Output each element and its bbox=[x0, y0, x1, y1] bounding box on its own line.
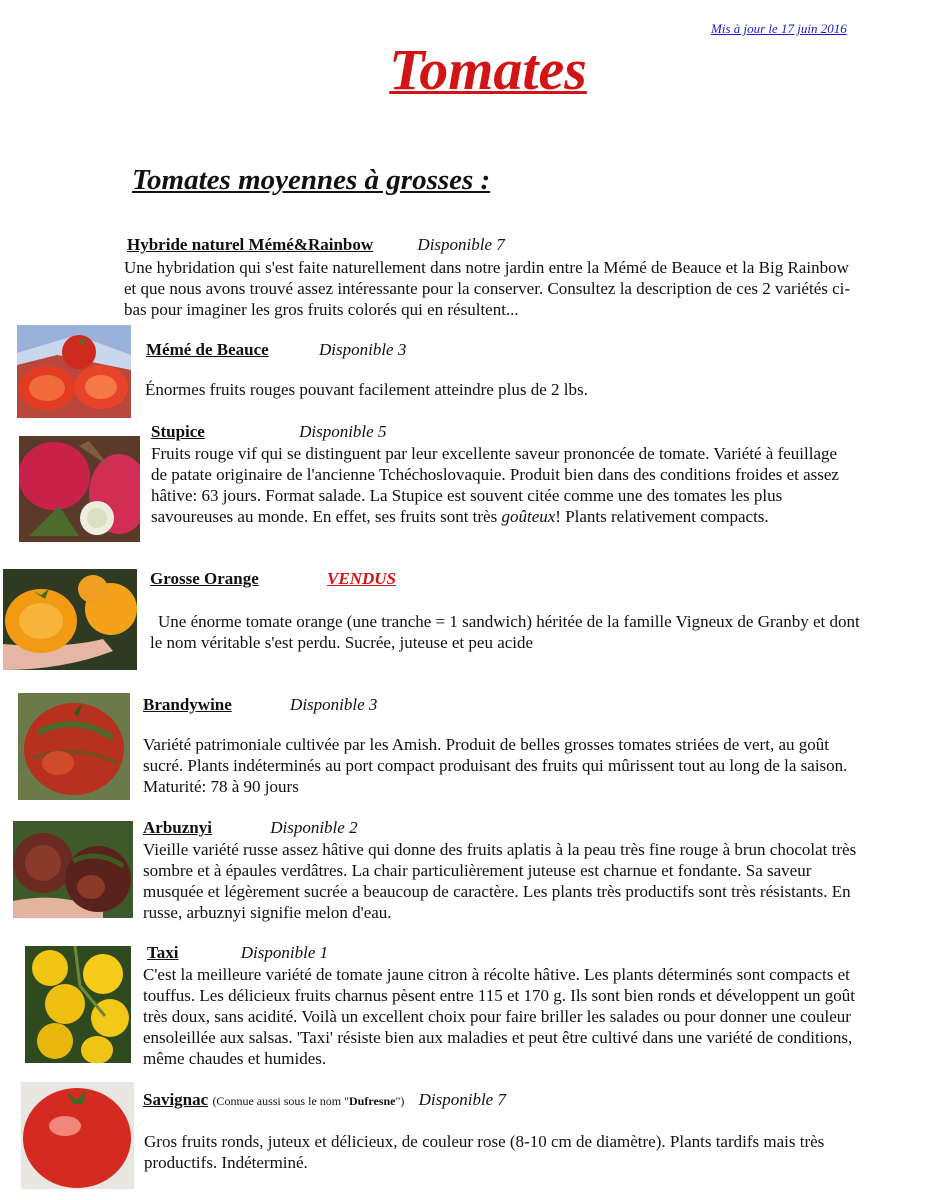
availability-status: Disponible 7 bbox=[417, 235, 505, 254]
variety-name: Brandywine bbox=[143, 695, 232, 714]
tomato-photo-taxi bbox=[25, 946, 131, 1063]
variety-description: C'est la meilleure variété de tomate jaune citron à récolte hâtive. Les plants déterminés sont compacts et touffus. Les délicieux fruits charnus pèsent entre 115 et 170 g. Ils sont bien ronds et développent un goût très doux, sans acidité. Voilà un excellent choix pour faire briller les salades ou pour donner une couleur ensoleillée aux salsas. 'Taxi' résiste bien aux maladies et peut être cultivé dans une variété de conditions, même chaudes et humides. bbox=[143, 965, 855, 1068]
variety-description: Fruits rouge vif qui se distinguent par leur excellente saveur prononcée de tomate. Variété à feuillage de patate originaire de l'ancienne Tchéchoslovaquie. Produit bien dans des conditions froides et assez hâtive: 63 jours. Format salade. La Stupice est souvent citée comme une des tomates les plus savoureuses au monde. En effet, ses fruits sont très goûteux! Plants relativement compacts. bbox=[151, 444, 839, 526]
variety-description: Variété patrimoniale cultivée par les Amish. Produit de belles grosses tomates striées de vert, au goût sucré. Plants indéterminés au port compact produisant des fruits qui mûrissent tout au long de la saison. Maturité: 78 à 90 jours bbox=[143, 735, 848, 796]
variety-description: Gros fruits ronds, juteux et délicieux, de couleur rose (8-10 cm de diamètre). Plants tardifs mais très productifs. Indéterminé. bbox=[144, 1132, 825, 1172]
alias-note: (Connue aussi sous le nom "Dufresne") bbox=[212, 1094, 405, 1108]
availability-status: Disponible 5 bbox=[299, 422, 387, 441]
availability-status: Disponible 3 bbox=[318, 340, 407, 359]
variety-name: Grosse Orange bbox=[150, 569, 259, 588]
variety-description: Énormes fruits rouges pouvant facilement atteindre plus de 2 lbs. bbox=[145, 380, 588, 399]
tomato-photo-brandywine bbox=[18, 693, 130, 800]
tomato-photo-arbuznyi bbox=[13, 821, 133, 918]
tomato-photo-grosse-orange bbox=[3, 569, 137, 670]
variety-heading bbox=[147, 943, 328, 963]
availability-status: Disponible 3 bbox=[290, 695, 378, 714]
section-title: Tomates moyennes à grosses : bbox=[132, 164, 491, 196]
tomato-photo-meme-de-beauce bbox=[17, 325, 131, 418]
availability-status: Disponible 1 bbox=[240, 943, 329, 962]
variety-heading bbox=[146, 340, 406, 360]
variety-heading bbox=[143, 818, 358, 838]
variety-name: Mémé de Beauce bbox=[146, 340, 269, 359]
variety-description: Une énorme tomate orange (une tranche = 1 sandwich) héritée de la famille Vigneux de Granby et dont le nom véritable s'est perdu. Sucrée, juteuse et peu acide bbox=[150, 612, 860, 652]
variety-name: Taxi bbox=[147, 943, 179, 962]
variety-heading bbox=[127, 235, 505, 255]
variety-name: Savignac bbox=[143, 1090, 209, 1109]
availability-status: Disponible 7 bbox=[418, 1090, 506, 1109]
variety-heading bbox=[150, 569, 396, 589]
variety-description: Vieille variété russe assez hâtive qui donne des fruits aplatis à la peau très fine rouge à brun chocolat très sombre et à épaules verdâtres. La chair particulièrement juteuse est charnue et fondante. Sa saveur musquée et légèrement sucrée a beaucoup de caractère. Les plants très productifs sont très résistants. En russe, arbuznyi signifie melon d'eau. bbox=[143, 840, 857, 922]
availability-status: Disponible 2 bbox=[270, 818, 358, 837]
page-title: Tomates bbox=[389, 37, 587, 102]
tomato-photo-savignac bbox=[21, 1082, 134, 1189]
tomato-photo-stupice bbox=[19, 436, 140, 542]
variety-name: Arbuznyi bbox=[143, 818, 212, 837]
variety-heading bbox=[143, 695, 377, 715]
last-updated-link[interactable]: Mis à jour le 17 juin 2016 bbox=[711, 21, 847, 36]
variety-name: Stupice bbox=[151, 422, 205, 441]
sold-out-status: VENDUS bbox=[327, 569, 396, 588]
variety-description: Une hybridation qui s'est faite naturellement dans notre jardin entre la Mémé de Beauce et la Big Rainbow et que nous avons trouvé assez intéressante pour la conserver. Consultez la description de ces 2 variétés ci-bas pour imaginer les gros fruits colorés qui en résultent... bbox=[124, 258, 851, 319]
variety-heading bbox=[151, 422, 386, 442]
variety-heading bbox=[143, 1090, 506, 1111]
variety-name: Hybride naturel Mémé&Rainbow bbox=[127, 235, 374, 254]
